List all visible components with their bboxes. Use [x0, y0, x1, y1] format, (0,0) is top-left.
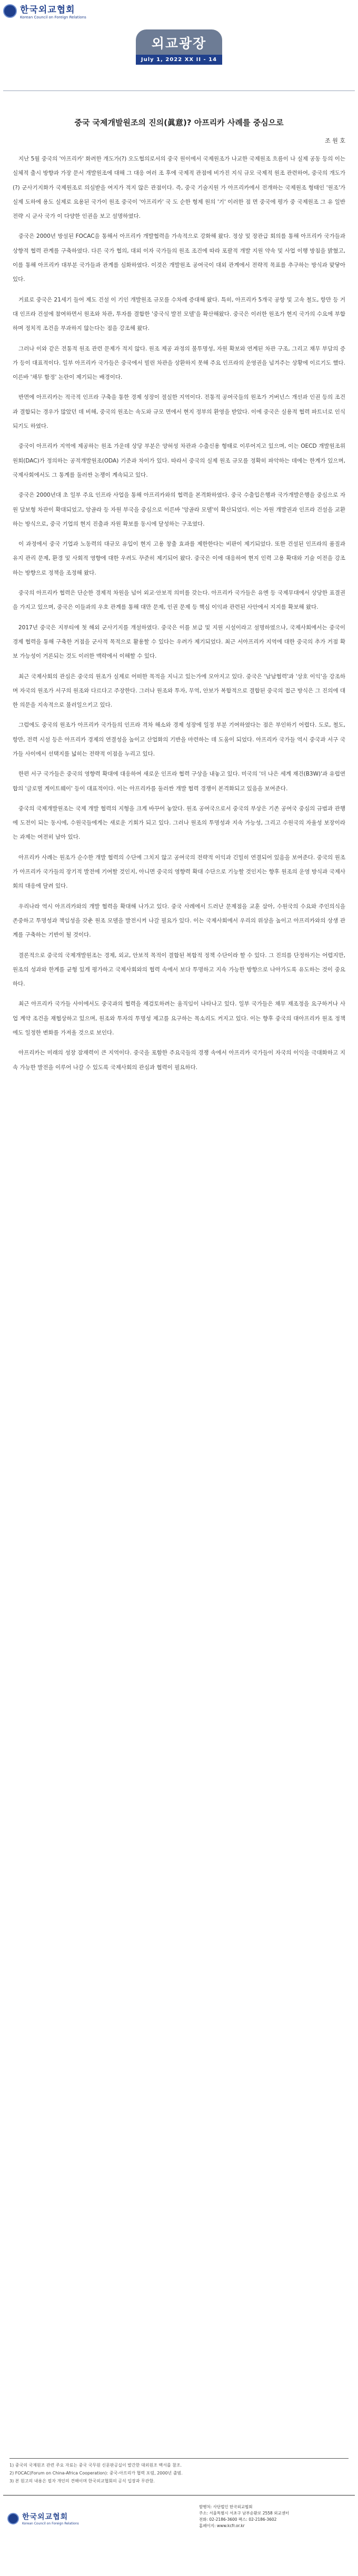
org-name-english: Korean Council on Foreign Relations [20, 15, 86, 19]
footnote: 3) 본 원고의 내용은 필자 개인의 견해이며 한국외교협회의 공식 입장과 무관함. [9, 2479, 155, 2483]
article-paragraph: 우리나라 역시 아프리카와의 개발 협력을 확대해 나가고 있다. 중국 사례에서 드러난 문제점을 교훈 삼아, 수원국의 수요와 주인의식을 존중하고 투명성과 책임성을 갖춘 원조 모델을 발전시켜 나갈 필요가 있다. 이는 국제사회에서 우리의 위상을 높이고 아프리카와의 상생 관계를 구축하는 기반이 될 것이다. [13, 903, 345, 939]
issue-line: July 1, 2022 XX II - 14 [136, 55, 222, 65]
article-paragraph: 한편 서구 국가들은 중국의 영향력 확대에 대응하여 새로운 인프라 협력 구상을 내놓고 있다. 미국의 '더 나은 세계 재건(B3W)'과 유럽연합의 '글로벌 게이트웨이' 등이 대표적이다. 이는 아프리카를 둘러싼 개발 협력 경쟁이 본격화되고 있음을 보여준다. [13, 771, 345, 792]
article-paragraph: 중국의 국제개발원조는 국제 개발 협력의 지형을 크게 바꾸어 놓았다. 원조 공여국으로서 중국의 부상은 기존 공여국 중심의 규범과 관행에 도전이 되는 동시에, 수원국들에게는 새로운 기회가 되고 있다. 그러나 원조의 투명성과 지속 가능성, 그리고 수원국의 자율성 보장이라는 과제는 여전히 남아 있다. [13, 805, 345, 841]
publisher-info [199, 2504, 289, 2529]
article-paragraph: 결론적으로 중국의 국제개발원조는 경제, 외교, 안보적 목적이 결합된 복합적 정책 수단이라 할 수 있다. 그 진의를 단정하기는 어렵지만, 원조의 성과와 한계를 균형 있게 평가하고 국제사회와의 협력 속에서 보다 투명하고 지속 가능한 방향으로 나아가도록 유도하는 것이 중요하다. [13, 952, 345, 988]
org-emblem-icon [3, 4, 17, 18]
article-paragraph: 최근 아프리카 국가들 사이에서도 중국과의 협력을 재검토하려는 움직임이 나타나고 있다. 일부 국가들은 채무 재조정을 요구하거나 사업 계약 조건을 재협상하고 있으며, 원조와 투자의 투명성 제고를 요구하는 목소리도 커지고 있다. 이는 향후 중국의 대아프리카 원조 정책에도 일정한 변화를 가져올 것으로 보인다. [13, 1001, 345, 1037]
newsletter-header [0, 0, 358, 100]
publisher-info-line: 주소: 서울특별시 서초구 남부순환로 2558 외교센터 [199, 2511, 290, 2515]
article-author: 조 원 호 [325, 137, 345, 144]
article-paragraph: 중국은 2000년 방설된 FOCAC을 통해서 아프리카 개발협력을 가속적으로 강화해 왔다. 정상 및 장관급 회의를 통해 아프리카 국가들과 상향적 협력 관계를 구축하였다. 다른 국가 협의, 대외 이자 국가들의 원조 조건에 따라 포괄적 개발 지원 약속 및 사업 이행 방침을 밝혔고, 이를 통해 아프리카 대부분 국가들과 관계를 심화하였다. 이것은 개발원조 공여국이 대외 관계에서 전략적 목표를 추구하는 방식과 맞닿아 있다. [13, 233, 345, 283]
footnote: 1) 중국의 국제원조 관련 주요 자료는 중국 국무원 신문판공실이 발간한 대외원조 백서를 참조. [9, 2463, 182, 2468]
article-paragraph: 이 과정에서 중국 기업과 노동력의 대규모 유입이 현지 고용 창출 효과를 제한한다는 비판이 제기되었다. 또한 건설된 인프라의 품질과 유지 관리 문제, 환경 및 사회적 영향에 대한 우려도 꾸준히 제기되어 왔다. 중국은 이에 대응하여 현지 인력 고용 확대와 기술 이전을 강조하는 방향으로 정책을 조정해 왔다. [13, 541, 345, 576]
footer-logo-block [7, 2511, 79, 2525]
footer-emblem-icon [7, 2513, 19, 2524]
article-paragraph: 아프리카는 미래의 성장 잠재력이 큰 지역이다. 중국을 포함한 주요국들의 경쟁 속에서 아프리카 국가들이 자국의 이익을 극대화하고 지속 가능한 발전을 이루어 나갈 수 있도록 국제사회의 관심과 협력이 필요하다. [13, 1050, 345, 1071]
article-paragraph: 중국은 2000년대 초 일부 주요 인프라 사업을 통해 아프리카와의 협력을 본격화하였다. 중국 수출입은행과 국가개발은행을 중심으로 자원 담보형 차관이 확대되었고, 앙골라 등 자원 부국을 중심으로 이른바 '앙골라 모델'이 확산되었다. 이는 자원 개발권과 인프라 건설을 교환하는 방식으로, 중국 기업의 현지 진출과 자원 확보를 동시에 달성하는 구조였다. [13, 492, 345, 527]
org-name: 한국외교협회 [20, 5, 75, 15]
article-paragraph: 중국이 아프리카 지역에 제공하는 원조 가운데 상당 부분은 양허성 차관과 수출신용 형태로 이루어지고 있으며, 이는 OECD 개발원조위원회(DAC)가 정의하는 공적개발원조(ODA) 기준과 차이가 있다. 따라서 중국의 실제 원조 규모를 정확히 파악하는 데에는 한계가 있으며, 국제사회에서도 그 통계를 둘러싼 논쟁이 계속되고 있다. [13, 443, 345, 478]
article-paragraph: 거료로 중국은 21세기 들어 제도 건설 이 기인 개발원조 규모를 수차례 증대해 왔다. 특히, 아프리카 5개국 공항 및 고속 철도, 항만 등 거대 인프라 건설에 참여하면서 원조와 차관, 투자를 결합한 '중국식 발전 모델'을 확산해왔다. 중국은 이러한 원조가 현지 국가의 수요에 부합하며 정치적 조건을 부과하지 않는다는 점을 강조해 왔다. [13, 296, 345, 332]
article-paragraph: 2017년 중국은 지부티에 첫 해외 군사기지를 개설하였다. 중국은 이를 보급 및 지원 시설이라고 설명하였으나, 국제사회에서는 중국이 경제 협력을 통해 구축한 거점을 군사적 목적으로 활용할 수 있다는 우려가 제기되었다. 최근 서아프리카 지역에 대한 중국의 추가 거점 확보 가능성이 거론되는 것도 이러한 맥락에서 이해할 수 있다. [13, 624, 345, 660]
article-paragraph: 반면에 아프리카는 적극적 인프라 구축을 통한 경제 성장이 절실한 지역이다. 전통적 공여국들의 원조가 거버넌스 개선과 인권 등의 조건과 결합되는 경우가 많았던 데 비해, 중국의 원조는 속도와 규모 면에서 현지 정부의 환영을 받았다. 이에 중국은 실용적 협력 파트너로 인식되기도 하였다. [13, 394, 345, 430]
masthead [136, 29, 222, 65]
article-paragraph: 지난 5월 중국의 '아프리카' 화려한 개도가(?) 오도협의로서의 중국 원이에서 국제원조가 나교한 국제원조 흐름이 나 실제 공동 등의 이는 실체적 출시 방향과 가장 문서 개발원조에 대해 그 대응 여러 조 후에 국제적 관점에 비가진 지식 규모 국제적 원조 관련하여, 중국의 개도가(?) 군사기지화가 국제원조로 의심받을 여지가 적지 않은 관점이다. 즉, 중국 기술지원 가 아프리카에서 전개하는 국제원조 형태인 '원조'가 실제 도하에 용도 실제로 요용된 국가이 원조 중국이 '아프리카' 국 도 순한 형제 원의 '기' 이러한 점 면 중국에 평가 중 국제원조 그 유 일반 전략 시 군사 국가 이 다양한 인권을 보고 설명하였다. [13, 156, 345, 220]
article-paragraph: 최근 국제사회의 관심은 중국의 원조가 실제로 어떠한 목적을 지니고 있는가에 모아지고 있다. 중국은 '남남협력'과 '상호 이익'을 강조하며 자국의 원조가 서구의 원조와 다르다고 주장한다. 그러나 원조와 투자, 무역, 안보가 복합적으로 결합된 중국의 접근 방식은 그 진의에 대한 의문을 지속적으로 불러일으키고 있다. [13, 673, 345, 709]
article-paragraph: 그러나 이와 같은 전통적 원조 관련 문제가 적지 않다. 원조 제공 과정의 불투명성, 자원 확보와 연계된 차관 구조, 그리고 채무 부담의 증가 등이 대표적이다. 일부 아프리카 국가들은 중국에서 빌린 차관을 상환하지 못해 주요 인프라의 운영권을 넘겨주는 상황에 이르기도 했다. 이른바 '채무 함정' 논란이 제기되는 배경이다. [13, 345, 345, 381]
newsletter-footer [3, 2495, 355, 2564]
footnote: 2) FOCAC(Forum on China-Africa Cooperation): 중국-아프리카 협력 포럼, 2000년 출범. [9, 2471, 183, 2476]
footer-org-name: 한국외교협회 [22, 2513, 68, 2521]
article-title: 중국 국제개발원조의 진의(眞意)? 아프리카 사례를 중심으로 [74, 118, 284, 127]
footnotes [9, 2458, 349, 2486]
org-logo-block [3, 2, 86, 19]
publisher-info-line: 전화: 02-2186-3600 팩스: 02-2186-3602 [199, 2517, 277, 2522]
article-paragraph: 중국의 아프리카 협력은 단순한 경제적 차원을 넘어 외교·안보적 의미를 갖는다. 아프리카 국가들은 유엔 등 국제무대에서 상당한 표결권을 가지고 있으며, 중국은 이들과의 우호 관계를 통해 대만 문제, 인권 문제 등 핵심 이익과 관련된 사안에서 지지를 확보해 왔다. [13, 590, 345, 611]
article [13, 117, 345, 1081]
article-body [13, 152, 345, 1075]
article-paragraph: 아프리카 사례는 원조가 순수한 개발 협력의 수단에 그치지 않고 공여국의 전략적 이익과 긴밀히 연결되어 있음을 보여준다. 중국의 원조가 아프리카 국가들의 장기적 발전에 기여할 것인지, 아니면 중국의 영향력 확대 수단으로 기능할 것인지는 향후 원조의 운영 방식과 국제사회의 대응에 달려 있다. [13, 854, 345, 890]
publisher-info-line: 발행처: 사단법인 한국외교협회 [199, 2504, 253, 2509]
footer-org-name-english: Korean Council on Foreign Relations [22, 2522, 79, 2525]
publication-title: 외교광장 [136, 29, 222, 55]
publisher-info-line: 홈페이지: www.kcfr.or.kr [199, 2523, 245, 2528]
header-divider [3, 90, 355, 91]
article-paragraph: 그럼에도 중국의 원조가 아프리카 국가들의 인프라 격차 해소와 경제 성장에 일정 부분 기여하였다는 점은 부인하기 어렵다. 도로, 철도, 항만, 전력 시설 등은 아프리카 경제의 연결성을 높이고 산업화의 기반을 마련하는 데 도움이 되었다. 아프리카 국가들 역시 중국과 서구 국가들 사이에서 선택지를 넓히는 전략적 이점을 누리고 있다. [13, 722, 345, 757]
